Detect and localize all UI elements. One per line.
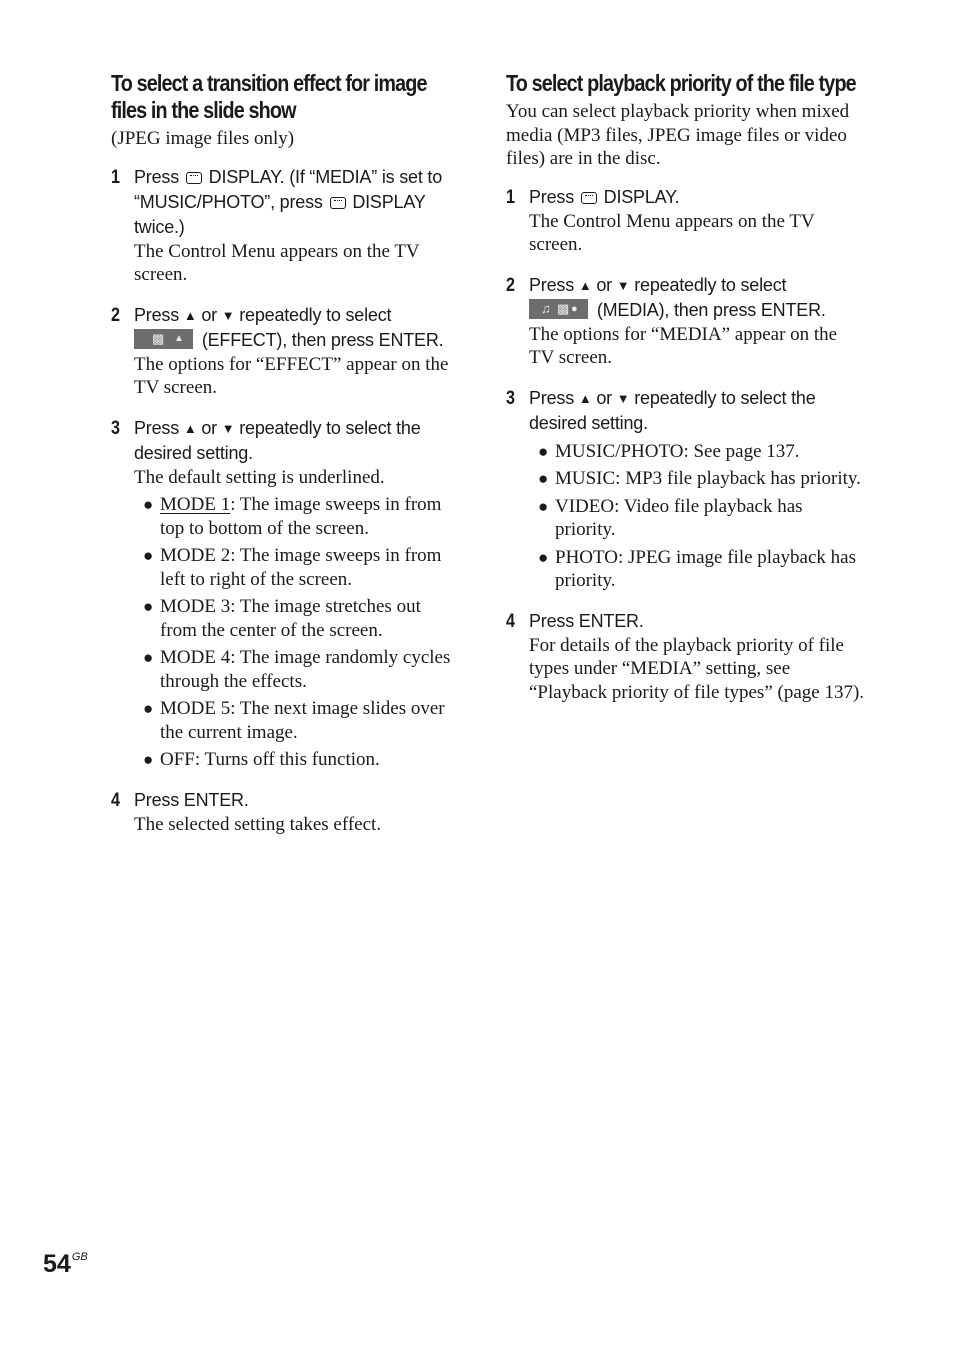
page-number: $54^{GB}$ [43, 1250, 88, 1278]
option-list [529, 440, 866, 593]
right-column [506, 70, 866, 720]
step-instruction: Press DISPLAY. [529, 186, 680, 207]
step-3 [506, 386, 866, 593]
steps-list [111, 165, 461, 837]
step-1 [111, 165, 461, 287]
media-menu-icon: ♫ ▩ ● [529, 299, 588, 319]
bullet-icon: ● [538, 441, 549, 461]
left-column [111, 70, 461, 852]
step-3 [111, 416, 461, 772]
bullet-icon: ● [143, 597, 154, 616]
display-button-icon [186, 172, 202, 184]
step-description: The Control Menu appears on the TV screen. [529, 210, 815, 255]
list-item: ● MODE 2: The image sweeps in from left to right of the screen. [143, 545, 442, 590]
up-arrow-icon: ▲ [183, 420, 197, 436]
step-4 [111, 788, 461, 837]
step-description: The options for “MEDIA” appear on the TV screen. [529, 323, 838, 368]
up-arrow-icon: ▲ [183, 307, 197, 323]
step-2 [506, 273, 866, 370]
step-description: The options for “EFFECT” appear on the TV screen. [134, 353, 449, 398]
down-arrow-icon: ▼ [221, 307, 235, 323]
step-description: The selected setting takes effect. [134, 813, 382, 835]
step-instruction: Press ENTER. [134, 789, 249, 810]
list-item: ● MODE 3: The image stretches out from the center of the screen. [143, 596, 421, 641]
step-instruction: Press ▲ or ▼ repeatedly to select ♫ ▩ ● (MEDIA), then press ENTER. [529, 274, 826, 320]
bullet-icon: ● [538, 547, 549, 567]
step-number: 2 [111, 304, 120, 326]
down-arrow-icon: ▼ [616, 277, 630, 293]
step-number: 3 [111, 417, 120, 439]
step-number: 1 [111, 166, 120, 188]
list-item: ● MODE 4: The image randomly cycles through the effects. [143, 647, 451, 692]
bullet-icon: ● [538, 469, 549, 488]
list-item: ● MUSIC/PHOTO: See page 137. [538, 440, 800, 462]
step-number: 2 [506, 274, 515, 296]
step-2 [111, 303, 461, 400]
step-instruction: Press ▲ or ▼ repeatedly to select the desired setting. [134, 417, 421, 463]
bullet-icon: ● [538, 496, 549, 516]
list-item: ● VIDEO: Video file playback has priority. [538, 495, 803, 540]
step-instruction: Press ▲ or ▼ repeatedly to select ▩ ▲ (EFFECT), then press ENTER. [134, 304, 444, 350]
down-arrow-icon: ▼ [221, 420, 235, 436]
list-item: ● PHOTO: JPEG image file playback has priority. [538, 546, 856, 591]
steps-list [506, 185, 866, 705]
bullet-icon: ● [143, 648, 154, 667]
down-arrow-icon: ▼ [616, 390, 630, 406]
page-suffix: GB [71, 1251, 88, 1263]
display-button-icon [581, 192, 597, 204]
up-arrow-icon: ▲ [578, 277, 592, 293]
effect-menu-icon: ▩ ▲ [134, 329, 193, 349]
section-intro: (JPEG image files only) [111, 128, 295, 149]
section-heading-playback-priority: To select playback priority of the file type [506, 70, 856, 96]
bullet-icon: ● [143, 750, 154, 769]
list-item: ● MODE 5: The next image slides over the current image. [143, 698, 445, 743]
step-number: 4 [506, 610, 515, 632]
step-4 [506, 609, 866, 705]
section-heading-transition-effect: To select a transition effect for image files in the slide show [111, 70, 427, 123]
step-description: The Control Menu appears on the TV screen. [134, 240, 420, 285]
list-item: ● OFF: Turns off this function. [143, 749, 380, 770]
option-list [134, 493, 461, 772]
step-description: For details of the playback priority of file types under “MEDIA” setting, see “Playback priority of file types” (page 137). [529, 634, 865, 703]
step-1 [506, 185, 866, 257]
step-instruction: Press DISPLAY. (If “MEDIA” is set to “MUSIC/PHOTO”, press DISPLAY twice.) [134, 166, 443, 237]
step-number: 4 [111, 789, 120, 811]
step-number: 3 [506, 387, 515, 409]
step-number: 1 [506, 186, 515, 208]
display-button-icon [330, 197, 346, 209]
step-description: The default setting is underlined. [134, 466, 385, 488]
up-arrow-icon: ▲ [578, 390, 592, 406]
bullet-icon: ● [143, 495, 154, 514]
step-instruction: Press ENTER. [529, 610, 644, 631]
bullet-icon: ● [143, 546, 154, 565]
bullet-icon: ● [143, 699, 154, 718]
step-instruction: Press ▲ or ▼ repeatedly to select the desired setting. [529, 387, 816, 433]
list-item: ● MODE 1: The image sweeps in from top to bottom of the screen. [143, 494, 442, 539]
section-intro: You can select playback priority when mixed media (MP3 files, JPEG image files or video files) are in the disc. [506, 101, 850, 169]
list-item: ● MUSIC: MP3 file playback has priority. [538, 468, 861, 489]
